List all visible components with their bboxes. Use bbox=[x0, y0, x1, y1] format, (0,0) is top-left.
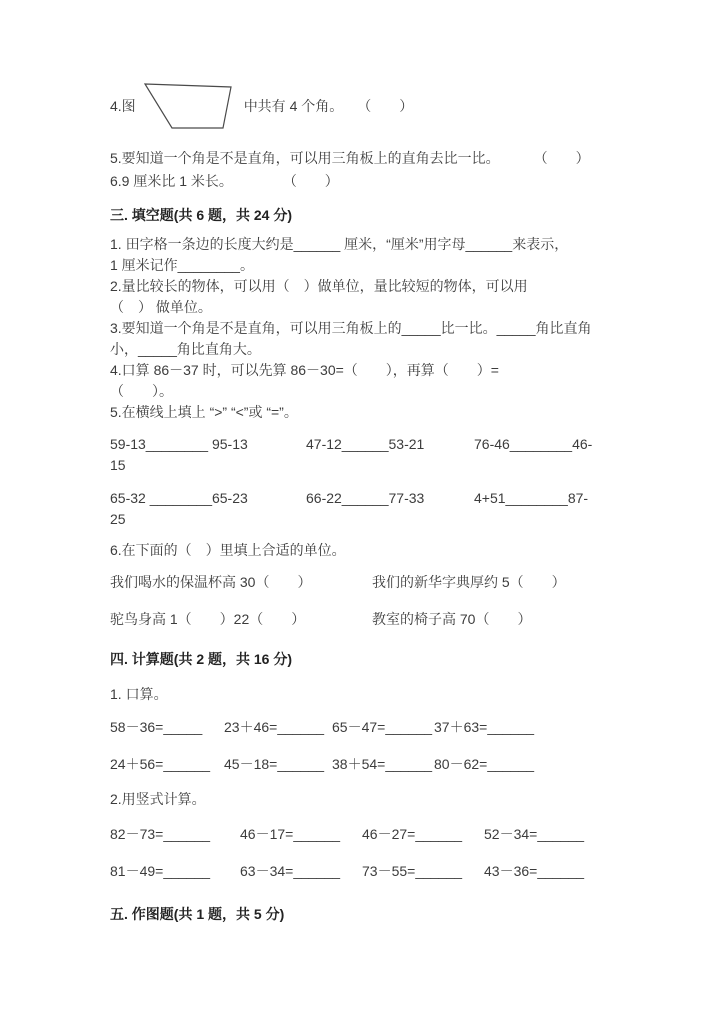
calc-q1-label: 1. 口算。 bbox=[110, 686, 168, 702]
units-row-2 bbox=[110, 609, 684, 630]
compare-pair: 59-13________ 95-13 bbox=[110, 436, 248, 452]
unit-item: 我们喝水的保温杯高 30（ ） bbox=[110, 574, 312, 590]
compare-row-1-wrap: 15 bbox=[110, 457, 126, 473]
calc-section-title: 四. 计算题(共 2 题，共 16 分) bbox=[110, 651, 293, 667]
judge-q5-text: 5.要知道一个角是不是直角，可以用三角板上的直角去比一比。 bbox=[110, 150, 500, 166]
oral-calc-item: 38＋54=______ bbox=[332, 756, 433, 772]
vertical-calc-row-2 bbox=[110, 861, 684, 882]
draw-section-title: 五. 作图题(共 1 题，共 5 分) bbox=[110, 906, 285, 922]
vertical-calc-item: 82－73=______ bbox=[110, 826, 211, 842]
calc-q2-label: 2.用竖式计算。 bbox=[110, 791, 206, 807]
fill-q3-line2: 小，_____角比直角大。 bbox=[110, 341, 261, 357]
compare-pair: 66-22______77-33 bbox=[306, 490, 425, 506]
vertical-calc-item: 73－55=______ bbox=[362, 863, 463, 879]
judge-q6-answer-bracket: （ ） bbox=[282, 173, 339, 189]
oral-calc-item: 80－62=______ bbox=[434, 756, 535, 772]
fill-q1-line2: 1 厘米记作________。 bbox=[110, 257, 254, 273]
compare-row-2-wrap: 25 bbox=[110, 511, 126, 527]
unit-item: 驼鸟身高 1（ ）22（ ） bbox=[110, 611, 306, 627]
fill-q5-text: 5.在横线上填上 “>” “<”或 “=”。 bbox=[110, 404, 298, 420]
compare-pair: 47-12______53-21 bbox=[306, 436, 425, 452]
fill-q4-line1: 4.口算 86－37 时，可以先算 86－30=（ ），再算（ ）= bbox=[110, 362, 499, 378]
vertical-calc-item: 52－34=______ bbox=[484, 826, 585, 842]
judge-question-6 bbox=[110, 171, 684, 192]
oral-calc-item: 45－18=______ bbox=[224, 756, 325, 772]
vertical-calc-item: 63－34=______ bbox=[240, 863, 341, 879]
vertical-calc-item: 46－17=______ bbox=[240, 826, 341, 842]
quadrilateral-shape bbox=[142, 81, 234, 131]
oral-calc-item: 58－36=_____ bbox=[110, 719, 203, 735]
fill-q1-line1: 1. 田字格一条边的长度大约是______ 厘米，“厘米”用字母______来表示， bbox=[110, 236, 569, 252]
vertical-calc-item: 43－36=______ bbox=[484, 863, 585, 879]
fill-q4-line2: （ ）。 bbox=[110, 383, 173, 399]
judge-q4-text: 中共有 4 个角。 bbox=[243, 97, 344, 114]
unit-item: 我们的新华字典厚约 5（ ） bbox=[372, 574, 566, 590]
compare-row-2 bbox=[110, 488, 684, 509]
judge-q5-answer-bracket: （ ） bbox=[533, 150, 590, 166]
judge-q4-answer-bracket: （ ） bbox=[357, 97, 414, 114]
units-row-1 bbox=[110, 572, 684, 593]
fill-q3-line1: 3.要知道一个角是不是直角，可以用三角板上的_____比一比。_____角比直角 bbox=[110, 320, 592, 336]
oral-calc-item: 65－47=______ bbox=[332, 719, 433, 735]
fill-q2-line1: 2.量比较长的物体，可以用（ ）做单位，量比较短的物体，可以用 bbox=[110, 278, 528, 294]
judge-question-4 bbox=[110, 80, 684, 132]
judge-q4-prefix: 4.图 bbox=[110, 97, 136, 114]
fill-section-title: 三. 填空题(共 6 题，共 24 分) bbox=[110, 207, 293, 223]
vertical-calc-item: 81－49=______ bbox=[110, 863, 211, 879]
fill-q2-line2: （ ） 做单位。 bbox=[110, 299, 212, 315]
compare-row-1 bbox=[110, 434, 684, 455]
oral-calc-item: 37＋63=______ bbox=[434, 719, 535, 735]
compare-pair: 76-46________46- bbox=[474, 436, 593, 452]
oral-calc-row-1 bbox=[110, 717, 684, 738]
compare-pair: 4+51________87- bbox=[474, 490, 589, 506]
judge-question-5 bbox=[110, 148, 684, 169]
compare-pair: 65-32 ________65-23 bbox=[110, 490, 248, 506]
unit-item: 教室的椅子高 70（ ） bbox=[372, 611, 532, 627]
vertical-calc-row-1 bbox=[110, 824, 684, 845]
oral-calc-item: 24＋56=______ bbox=[110, 756, 211, 772]
oral-calc-row-2 bbox=[110, 754, 684, 775]
judge-q6-text: 6.9 厘米比 1 米长。 bbox=[110, 173, 233, 189]
vertical-calc-item: 46－27=______ bbox=[362, 826, 463, 842]
oral-calc-item: 23＋46=______ bbox=[224, 719, 325, 735]
fill-q6-text: 6.在下面的（ ）里填上合适的单位。 bbox=[110, 542, 346, 558]
